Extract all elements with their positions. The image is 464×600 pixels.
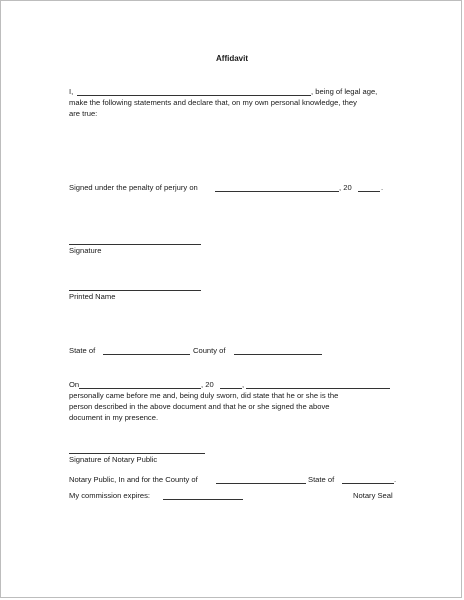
commission-date-line[interactable] (163, 499, 243, 500)
perjury-date-line[interactable] (215, 191, 339, 192)
notary-public-line-end: . (394, 475, 397, 484)
notary-county-prefix: Notary Public, In and for the County of (69, 475, 198, 484)
state-line[interactable] (103, 354, 190, 355)
notary-statement-line-2: personally came before me and, being duly sworn, did state that he or she is the (69, 391, 339, 400)
notary-statement-line-4: document in my presence. (69, 413, 159, 422)
printed-name-line[interactable] (69, 290, 201, 291)
notary-signature-line[interactable] (69, 453, 205, 454)
county-label: County of (193, 346, 226, 355)
perjury-prefix: Signed under the penalty of perjury on (69, 183, 198, 192)
commission-label: My commission expires: (69, 491, 151, 500)
county-line[interactable] (234, 354, 322, 355)
notary-statement-line-3: person described in the above document and that he or she signed the above (69, 402, 330, 411)
perjury-end: . (381, 183, 384, 192)
notary-state-line[interactable] (342, 483, 394, 484)
notary-signature-label: Signature of Notary Public (69, 455, 158, 464)
signature-line[interactable] (69, 244, 201, 245)
intro-suffix: , being of legal age, (311, 87, 378, 96)
notary-seal-label: Notary Seal (353, 491, 393, 500)
notary-name-line[interactable] (246, 388, 390, 389)
notary-date-line[interactable] (79, 388, 201, 389)
printed-name-label: Printed Name (69, 292, 116, 301)
notary-comma: , (242, 380, 245, 389)
signature-label: Signature (69, 246, 102, 255)
notary-year-line[interactable] (220, 388, 242, 389)
notary-state-label: State of (308, 475, 335, 484)
intro-prefix: I, (69, 87, 74, 96)
notary-year-prefix: , 20 (201, 380, 214, 389)
document-title: Affidavit (216, 54, 248, 63)
notary-county-line[interactable] (216, 483, 306, 484)
perjury-year-line[interactable] (358, 191, 380, 192)
state-label: State of (69, 346, 96, 355)
perjury-year-prefix: , 20 (339, 183, 352, 192)
intro-line-2: make the following statements and declare that, on my own personal knowledge, they (69, 98, 357, 107)
declarant-name-line[interactable] (77, 95, 311, 96)
notary-on-label: On (69, 380, 80, 389)
intro-line-3: are true: (69, 109, 98, 118)
